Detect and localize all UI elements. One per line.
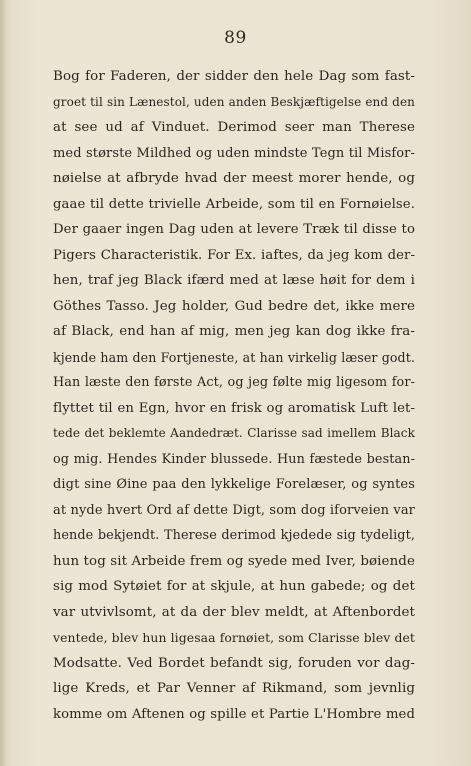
text-line: med største Mildhed og uden mindste Tegn til Misfor- bbox=[53, 145, 415, 161]
text-line: hun tog sit Arbeide frem og syede med Iver, bøiende bbox=[53, 553, 415, 569]
text-line: groet til sin Lænestol, uden anden Beskjæftigelse end den bbox=[53, 94, 415, 109]
text-line: kjende ham den Fortjeneste, at han virkelig læser godt. bbox=[53, 349, 415, 365]
text-line: tede det beklemte Aandedræt. Clarisse sad imellem Black bbox=[53, 426, 415, 440]
text-line: lige Kreds, et Par Venner af Rikmand, som jevnlig bbox=[53, 681, 415, 696]
text-line: gaae til dette trivielle Arbeide, som til en Fornøielse. bbox=[53, 196, 415, 212]
text-line: at nyde hvert Ord af dette Digt, som dog iforveien var bbox=[53, 502, 415, 518]
text-line: Bog for Faderen, der sidder den hele Dag som fast- bbox=[53, 69, 415, 84]
text-line: hen, traf jeg Black ifærd med at læse høit for dem i bbox=[53, 273, 415, 288]
text-line: hende bekjendt. Therese derimod kjedede sig tydeligt, bbox=[53, 528, 415, 543]
text-line: Han læste den første Act, og jeg følte mig ligesom for- bbox=[53, 375, 415, 390]
text-line: og mig. Hendes Kinder blussede. Hun fæstede bestan- bbox=[53, 451, 415, 467]
text-line: flyttet til en Egn, hvor en frisk og aromatisk Luft let- bbox=[53, 400, 415, 416]
text-line: at see ud af Vinduet. Derimod seer man Therese bbox=[53, 120, 415, 135]
text-line: Der gaaer ingen Dag uden at levere Træk til disse to bbox=[53, 222, 415, 237]
page-number: 89 bbox=[224, 28, 247, 48]
text-line: Pigers Characteristik. For Ex. iaftes, da jeg kom der- bbox=[53, 247, 415, 263]
text-line: ventede, blev hun ligesaa fornøiet, som Clarisse blev det bbox=[53, 630, 415, 645]
text-line: nøielse at afbryde hvad der meest morer hende, og bbox=[53, 171, 415, 186]
text-line: sig mod Sytøiet for at skjule, at hun gabede; og det bbox=[53, 579, 415, 594]
text-line: af Black, end han af mig, men jeg kan dog ikke fra- bbox=[53, 324, 415, 339]
page-text-body bbox=[53, 64, 415, 727]
text-line: var utvivlsomt, at da der blev meldt, at Aftenbordet bbox=[53, 604, 415, 620]
text-line: Göthes Tasso. Jeg holder, Gud bedre det, ikke mere bbox=[53, 298, 415, 314]
text-line: komme om Aftenen og spille et Partie L'Hombre med bbox=[53, 706, 415, 722]
text-line: Modsatte. Ved Bordet befandt sig, foruden vor dag- bbox=[53, 655, 415, 671]
text-line: digt sine Øine paa den lykkelige Forelæser, og syntes bbox=[53, 477, 415, 492]
